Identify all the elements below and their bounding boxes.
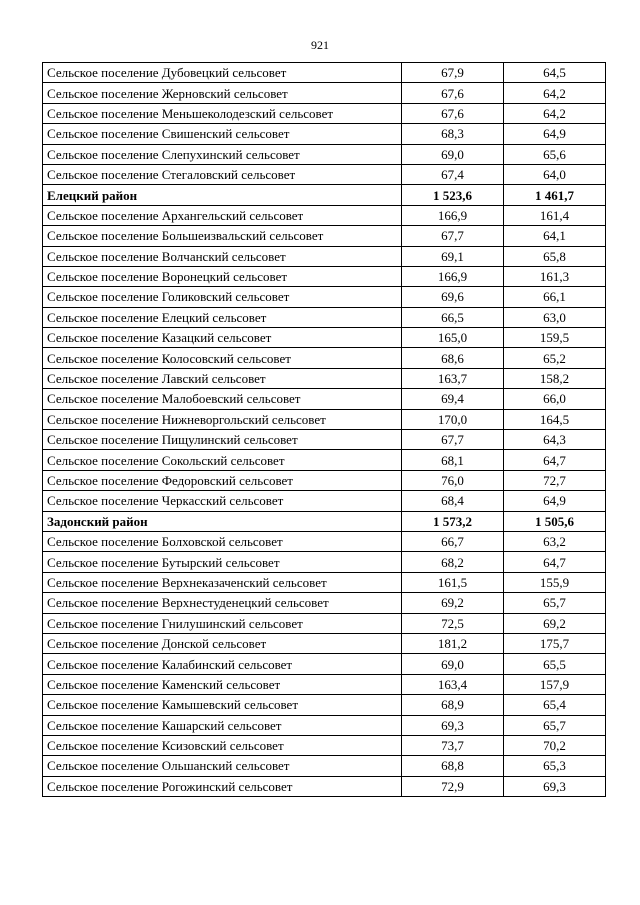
value-column-2: 64,9 [504, 491, 606, 511]
table-row [43, 287, 606, 307]
table-row [43, 572, 606, 592]
value-column-2: 158,2 [504, 368, 606, 388]
settlement-name: Сельское поселение Елецкий сельсовет [43, 307, 402, 327]
settlement-name: Сельское поселение Пищулинский сельсовет [43, 430, 402, 450]
value-column-1: 1 523,6 [402, 185, 504, 205]
value-column-2: 64,7 [504, 450, 606, 470]
value-column-1: 68,3 [402, 124, 504, 144]
value-column-1: 67,7 [402, 226, 504, 246]
table-row [43, 348, 606, 368]
page-number: 921 [311, 38, 329, 52]
value-column-1: 69,2 [402, 593, 504, 613]
settlement-name: Сельское поселение Дубовецкий сельсовет [43, 63, 402, 83]
table-row [43, 531, 606, 551]
table-row [43, 491, 606, 511]
value-column-2: 164,5 [504, 409, 606, 429]
value-column-2: 69,2 [504, 613, 606, 633]
value-column-1: 67,4 [402, 164, 504, 184]
settlement-name: Сельское поселение Черкасский сельсовет [43, 491, 402, 511]
value-column-1: 68,4 [402, 491, 504, 511]
settlement-name: Сельское поселение Нижневоргольский сельсовет [43, 409, 402, 429]
settlement-name: Сельское поселение Меньшеколодезский сельсовет [43, 103, 402, 123]
value-column-2: 66,1 [504, 287, 606, 307]
district-name: Елецкий район [43, 185, 402, 205]
table-row [43, 776, 606, 796]
value-column-1: 72,9 [402, 776, 504, 796]
value-column-1: 69,0 [402, 654, 504, 674]
settlement-name: Сельское поселение Верхнеказаченский сельсовет [43, 572, 402, 592]
settlement-name: Сельское поселение Свишенский сельсовет [43, 124, 402, 144]
value-column-2: 70,2 [504, 735, 606, 755]
budget-table [42, 62, 606, 797]
settlement-name: Сельское поселение Малобоевский сельсовет [43, 389, 402, 409]
table-row [43, 715, 606, 735]
value-column-1: 68,2 [402, 552, 504, 572]
value-column-2: 161,3 [504, 266, 606, 286]
value-column-2: 65,7 [504, 715, 606, 735]
table-row [43, 409, 606, 429]
settlement-name: Сельское поселение Жерновский сельсовет [43, 83, 402, 103]
value-column-2: 1 505,6 [504, 511, 606, 531]
settlement-name: Сельское поселение Стегаловский сельсовет [43, 164, 402, 184]
value-column-1: 166,9 [402, 266, 504, 286]
value-column-1: 163,4 [402, 674, 504, 694]
district-name: Задонский район [43, 511, 402, 531]
value-column-2: 65,2 [504, 348, 606, 368]
table-row [43, 593, 606, 613]
table-row [43, 63, 606, 83]
value-column-1: 67,6 [402, 83, 504, 103]
value-column-2: 161,4 [504, 205, 606, 225]
value-column-2: 65,3 [504, 756, 606, 776]
value-column-1: 69,1 [402, 246, 504, 266]
table-row [43, 633, 606, 653]
settlement-name: Сельское поселение Лавский сельсовет [43, 368, 402, 388]
table-row [43, 103, 606, 123]
value-column-1: 66,7 [402, 531, 504, 551]
value-column-2: 157,9 [504, 674, 606, 694]
settlement-name: Сельское поселение Большеизвальский сельсовет [43, 226, 402, 246]
settlement-name: Сельское поселение Слепухинский сельсовет [43, 144, 402, 164]
value-column-2: 64,9 [504, 124, 606, 144]
district-row [43, 185, 606, 205]
table-row [43, 674, 606, 694]
table-row [43, 83, 606, 103]
table-row [43, 613, 606, 633]
settlement-name: Сельское поселение Казацкий сельсовет [43, 328, 402, 348]
value-column-2: 64,2 [504, 103, 606, 123]
value-column-2: 64,1 [504, 226, 606, 246]
settlement-name: Сельское поселение Сокольский сельсовет [43, 450, 402, 470]
settlement-name: Сельское поселение Архангельский сельсовет [43, 205, 402, 225]
value-column-2: 159,5 [504, 328, 606, 348]
table-row [43, 246, 606, 266]
table-row [43, 266, 606, 286]
table-row [43, 430, 606, 450]
table-row [43, 695, 606, 715]
table-row [43, 735, 606, 755]
value-column-2: 64,0 [504, 164, 606, 184]
value-column-2: 63,2 [504, 531, 606, 551]
value-column-2: 1 461,7 [504, 185, 606, 205]
district-row [43, 511, 606, 531]
value-column-2: 65,8 [504, 246, 606, 266]
value-column-2: 64,5 [504, 63, 606, 83]
table-row [43, 450, 606, 470]
value-column-1: 67,6 [402, 103, 504, 123]
table-row [43, 124, 606, 144]
settlement-name: Сельское поселение Ксизовский сельсовет [43, 735, 402, 755]
settlement-name: Сельское поселение Кашарский сельсовет [43, 715, 402, 735]
value-column-1: 170,0 [402, 409, 504, 429]
value-column-1: 68,6 [402, 348, 504, 368]
settlement-name: Сельское поселение Воронецкий сельсовет [43, 266, 402, 286]
settlement-name: Сельское поселение Калабинский сельсовет [43, 654, 402, 674]
value-column-2: 175,7 [504, 633, 606, 653]
value-column-2: 64,7 [504, 552, 606, 572]
table-row [43, 470, 606, 490]
value-column-1: 67,7 [402, 430, 504, 450]
value-column-2: 72,7 [504, 470, 606, 490]
table-body [43, 63, 606, 797]
table-row [43, 368, 606, 388]
value-column-1: 166,9 [402, 205, 504, 225]
value-column-2: 66,0 [504, 389, 606, 409]
value-column-1: 68,9 [402, 695, 504, 715]
settlement-name: Сельское поселение Верхнестуденецкий сельсовет [43, 593, 402, 613]
settlement-name: Сельское поселение Рогожинский сельсовет [43, 776, 402, 796]
value-column-1: 72,5 [402, 613, 504, 633]
settlement-name: Сельское поселение Ольшанский сельсовет [43, 756, 402, 776]
value-column-1: 66,5 [402, 307, 504, 327]
value-column-1: 163,7 [402, 368, 504, 388]
value-column-2: 65,4 [504, 695, 606, 715]
value-column-2: 65,6 [504, 144, 606, 164]
table-row [43, 144, 606, 164]
settlement-name: Сельское поселение Каменский сельсовет [43, 674, 402, 694]
table-row [43, 307, 606, 327]
table-row [43, 205, 606, 225]
value-column-1: 73,7 [402, 735, 504, 755]
settlement-name: Сельское поселение Колосовский сельсовет [43, 348, 402, 368]
value-column-1: 69,6 [402, 287, 504, 307]
settlement-name: Сельское поселение Болховской сельсовет [43, 531, 402, 551]
table-row [43, 552, 606, 572]
value-column-2: 65,7 [504, 593, 606, 613]
settlement-name: Сельское поселение Бутырский сельсовет [43, 552, 402, 572]
value-column-1: 76,0 [402, 470, 504, 490]
value-column-2: 69,3 [504, 776, 606, 796]
value-column-1: 68,8 [402, 756, 504, 776]
table-row [43, 654, 606, 674]
value-column-2: 63,0 [504, 307, 606, 327]
table-row [43, 164, 606, 184]
table-row [43, 756, 606, 776]
value-column-1: 69,0 [402, 144, 504, 164]
settlement-name: Сельское поселение Федоровский сельсовет [43, 470, 402, 490]
value-column-1: 67,9 [402, 63, 504, 83]
table-row [43, 389, 606, 409]
value-column-1: 1 573,2 [402, 511, 504, 531]
value-column-2: 155,9 [504, 572, 606, 592]
table-row [43, 328, 606, 348]
settlement-name: Сельское поселение Камышевский сельсовет [43, 695, 402, 715]
value-column-1: 161,5 [402, 572, 504, 592]
table-row [43, 226, 606, 246]
settlement-name: Сельское поселение Донской сельсовет [43, 633, 402, 653]
value-column-2: 65,5 [504, 654, 606, 674]
value-column-1: 69,3 [402, 715, 504, 735]
settlement-name: Сельское поселение Голиковский сельсовет [43, 287, 402, 307]
value-column-1: 69,4 [402, 389, 504, 409]
value-column-1: 165,0 [402, 328, 504, 348]
value-column-2: 64,3 [504, 430, 606, 450]
settlement-name: Сельское поселение Гнилушинский сельсовет [43, 613, 402, 633]
value-column-1: 68,1 [402, 450, 504, 470]
value-column-1: 181,2 [402, 633, 504, 653]
value-column-2: 64,2 [504, 83, 606, 103]
settlement-name: Сельское поселение Волчанский сельсовет [43, 246, 402, 266]
